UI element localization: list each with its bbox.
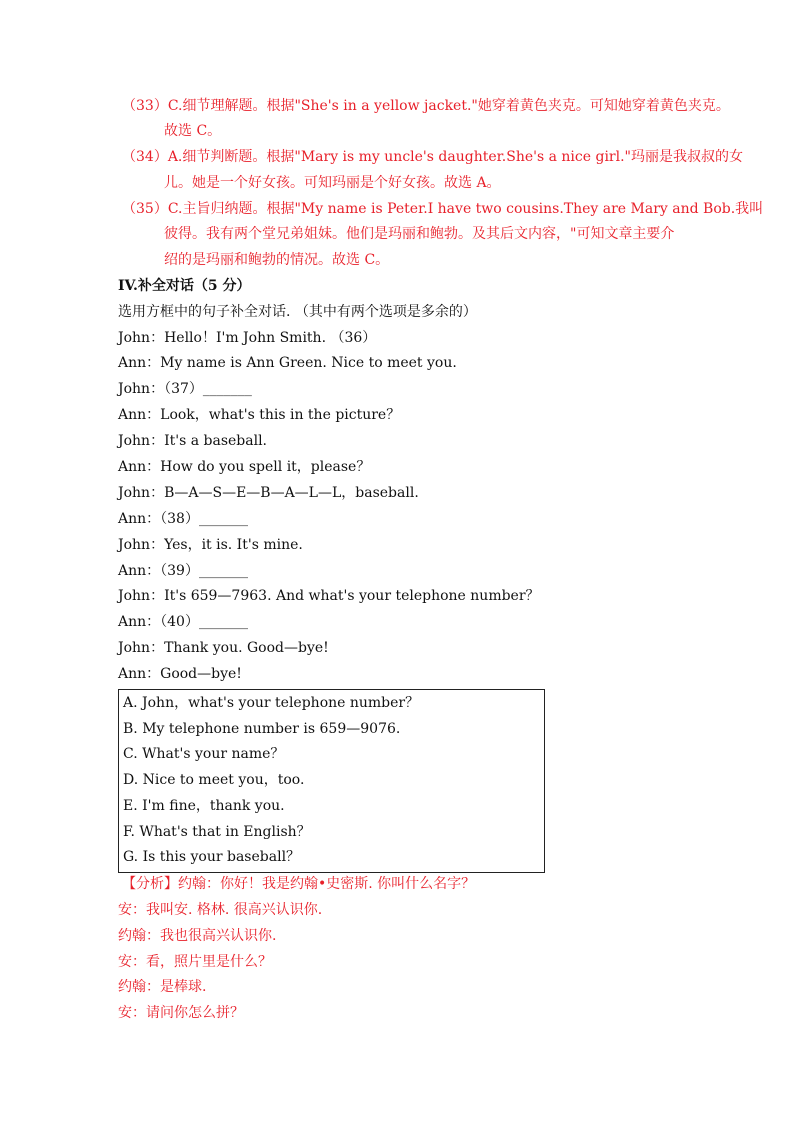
dialogue-line: Ann：（38）_______ [118, 511, 248, 527]
dialogue-line: John：Hello！I'm John Smith. （36） [118, 330, 377, 346]
option-d: D. Nice to meet you，too. [123, 772, 305, 788]
option-a: A. John，what's your telephone number？ [123, 695, 420, 711]
option-g: G. Is this your baseball？ [123, 849, 301, 865]
dialogue-line: John：Yes，it is. It's mine. [118, 537, 303, 553]
analysis-line: 安：请问你怎么拼？ [118, 1005, 244, 1021]
dialogue-line: Ann：How do you spell it，please？ [118, 459, 371, 475]
dialogue-line: John：It's 659—7963. And what's your telephone number？ [118, 588, 540, 604]
answer-34-line-1: （34）A.细节判断题。根据"Mary is my uncle's daughter.She's a nice girl."玛丽是我叔叔的女 [122, 149, 743, 165]
option-b: B. My telephone number is 659—9076. [123, 721, 401, 737]
answer-35-line-1: （35）C.主旨归纳题。根据"My name is Peter.I have two cousins.They are Mary and Bob.我叫 [122, 201, 764, 217]
section-heading: IV.补全对话（5 分） [118, 278, 251, 294]
dialogue-line: Ann：My name is Ann Green. Nice to meet you. [118, 355, 457, 371]
dialogue-line: Ann：（39）_______ [118, 563, 248, 579]
section-instruction: 选用方框中的句子补全对话. （其中有两个选项是多余的） [118, 304, 477, 320]
analysis-line: 安：看，照片里是什么？ [118, 954, 272, 970]
options-box [118, 689, 545, 873]
dialogue-line: John：It's a baseball. [118, 433, 268, 449]
dialogue-line: Ann：Look，what's this in the picture？ [118, 407, 401, 423]
dialogue-line: Ann：Good—bye! [118, 666, 242, 682]
dialogue-line: John：（37）_______ [118, 381, 252, 397]
analysis-line: 约翰：我也很高兴认识你. [118, 928, 277, 944]
answer-35-line-3: 绍的是玛丽和鲍勃的情况。故选 C。 [164, 252, 390, 268]
option-f: F. What's that in English？ [123, 824, 311, 840]
analysis-line: 约翰：是棒球. [118, 979, 207, 995]
answer-34-line-2: 儿。她是一个好女孩。可知玛丽是个好女孩。故选 A。 [164, 175, 501, 191]
analysis-line: 【分析】约翰：你好！我是约翰•史密斯. 你叫什么名字？ [122, 876, 476, 892]
dialogue-line: John：B—A—S—E—B—A—L—L，baseball. [118, 485, 419, 501]
option-e: E. I'm fine，thank you. [123, 798, 285, 814]
analysis-line: 安：我叫安. 格林. 很高兴认识你. [118, 902, 323, 918]
option-c: C. What's your name？ [123, 746, 285, 762]
dialogue-line: John：Thank you. Good—bye! [118, 640, 329, 656]
answer-33-line-2: 故选 C。 [164, 123, 222, 139]
dialogue-line: Ann：（40）_______ [118, 614, 248, 630]
answer-35-line-2: 彼得。我有两个堂兄弟姐妹。他们是玛丽和鲍勃。及其后文内容，"可知文章主要介 [164, 226, 675, 242]
answer-33-line-1: （33）C.细节理解题。根据"She's in a yellow jacket."她穿着黄色夹克。可知她穿着黄色夹克。 [122, 98, 730, 114]
